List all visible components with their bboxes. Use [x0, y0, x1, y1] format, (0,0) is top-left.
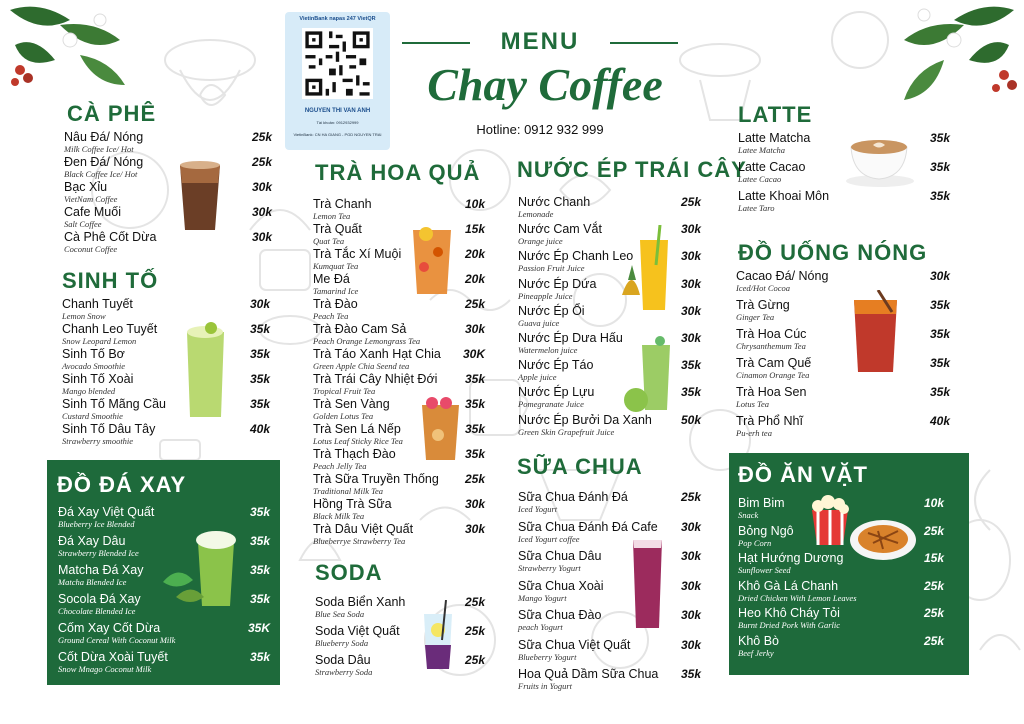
section-title-do-an-vat: ĐỒ ĂN VẶT	[738, 462, 868, 487]
item-name: Trà Thạch Đào	[313, 447, 396, 461]
item-price: 30k	[464, 522, 485, 536]
item-price: 35k	[929, 356, 950, 370]
item-price: 25k	[680, 490, 701, 504]
item-price: 25k	[464, 297, 485, 311]
item-price: 25k	[464, 653, 485, 667]
item-description: Peach Jelly Tea	[313, 461, 367, 471]
item-name: Hồng Trà Sữa	[313, 497, 392, 511]
menu-item	[315, 624, 485, 648]
item-description: Milk Coffee Ice/ Hot	[64, 144, 134, 154]
menu-item	[313, 297, 485, 321]
section-title-ca-phe: CÀ PHÊ	[67, 101, 157, 126]
item-name: Sinh Tố Dâu Tây	[62, 422, 156, 436]
item-name: Trà Chanh	[313, 197, 372, 211]
menu-item	[518, 490, 701, 514]
item-price: 30k	[680, 249, 701, 264]
section-title-do-da-xay: ĐỒ ĐÁ XAY	[57, 472, 187, 497]
item-price: 30k	[680, 303, 701, 318]
item-name: Sinh Tố Mãng Cầu	[62, 397, 166, 411]
item-name: Trà Quất	[313, 222, 362, 236]
menu-item	[313, 522, 485, 546]
item-description: Latee Matcha	[738, 145, 785, 155]
menu-item	[58, 621, 270, 645]
item-price: 35k	[464, 447, 485, 461]
item-description: Lemon Tea	[313, 211, 351, 221]
section-title-do-uong-nong: ĐỒ UỐNG NÓNG	[738, 240, 928, 265]
menu-item	[313, 222, 485, 246]
section-title-latte: LATTE	[738, 102, 813, 127]
item-name: Sinh Tố Bơ	[62, 347, 125, 361]
qr-payment-card	[285, 12, 390, 150]
menu-item	[58, 534, 270, 558]
menu-item	[738, 189, 950, 213]
menu-item	[62, 297, 270, 321]
item-price: 35k	[249, 534, 270, 548]
item-description: Strawberry Blended Ice	[58, 548, 139, 558]
item-description: Peach Tea	[313, 311, 349, 321]
item-name: Nước Chanh	[518, 195, 591, 209]
item-description: Latee Taro	[738, 203, 775, 213]
menu-item	[313, 472, 485, 496]
item-description: Pineapple Juice	[518, 290, 573, 301]
item-price: 10k	[464, 197, 485, 211]
menu-item	[313, 422, 485, 446]
item-name: Chanh Tuyết	[62, 297, 133, 311]
item-name: Hạt Hướng Dương	[738, 551, 844, 565]
menu-item	[62, 422, 270, 446]
menu-item	[518, 304, 701, 328]
item-price: 25k	[464, 595, 485, 609]
item-price: 25k	[251, 130, 272, 144]
item-description: Black Milk Tea	[313, 511, 365, 521]
item-price: 15k	[923, 551, 944, 565]
item-description: Watermelon juice	[518, 345, 578, 355]
item-description: Golden Lotus Tea	[313, 411, 374, 421]
item-description: Sunflower Seed	[738, 565, 791, 575]
menu-item	[518, 249, 701, 273]
item-description: Chocolate Blended Ice	[58, 606, 136, 616]
item-description: Blueberrye Strawberry Tea	[313, 536, 406, 546]
item-description: peach Yogurt	[518, 622, 563, 632]
item-name: Trà Đào	[313, 297, 358, 311]
menu-item	[738, 160, 950, 184]
menu-item	[518, 608, 701, 632]
item-description: Passion Fruit Juice	[518, 263, 585, 274]
menu-item	[313, 347, 485, 371]
menu-item	[62, 397, 270, 421]
item-name: Bỏng Ngô	[738, 523, 794, 538]
item-name: Cốm Xay Cốt Dừa	[58, 621, 161, 635]
item-name: Chanh Leo Tuyết	[62, 322, 158, 336]
menu-item	[518, 195, 701, 219]
item-name: Nước Ép Táo	[518, 358, 594, 373]
item-price: 15k	[464, 222, 485, 236]
item-price: 35k	[680, 667, 701, 681]
item-name: Sữa Chua Đánh Đá	[518, 490, 628, 504]
item-name: Latte Khoai Môn	[738, 189, 830, 203]
item-description: Tamarind Ice	[313, 286, 359, 296]
item-price: 35k	[464, 397, 485, 411]
item-name: Bim Bim	[738, 496, 785, 510]
item-price: 35k	[249, 592, 270, 606]
item-name: Soda Dâu	[315, 653, 371, 667]
item-description: Iced/Hot Cocoa	[736, 283, 791, 293]
item-description: Iced Yogurt coffee	[518, 533, 580, 544]
item-price: 35k	[249, 397, 270, 411]
menu-item	[738, 634, 944, 658]
menu-item	[736, 269, 950, 293]
menu-item	[313, 197, 485, 221]
item-name: Nước Ép Lựu	[518, 385, 595, 400]
item-price: 30k	[680, 578, 701, 593]
menu-item	[313, 372, 485, 396]
item-name: Hoa Quả Dầm Sữa Chua	[518, 667, 659, 681]
menu-item	[738, 579, 944, 603]
item-name: Cốt Dừa Xoài Tuyết	[58, 650, 168, 664]
menu-item	[738, 606, 944, 630]
menu-item	[313, 397, 485, 421]
menu-item	[518, 667, 701, 691]
item-description: Strawberry Yogurt	[518, 563, 581, 573]
item-name: Sữa Chua Đào	[518, 608, 602, 622]
item-name: Trà Phổ Nhĩ	[736, 414, 803, 428]
menu-rule-left	[402, 42, 470, 44]
item-price: 35k	[680, 385, 701, 400]
coffee-leaves-left-decoration	[0, 0, 140, 95]
item-name: Đá Xay Dâu	[58, 534, 126, 548]
menu-item	[518, 358, 701, 382]
item-name: Trà Sữa Truyền Thống	[313, 472, 439, 486]
item-price: 25k	[251, 155, 272, 169]
item-name: Khô Gà Lá Chanh	[738, 578, 839, 593]
hotline: Hotline: 0912 932 999	[476, 122, 604, 137]
item-name: Cacao Đá/ Nóng	[736, 269, 829, 283]
item-name: Trà Dâu Việt Quất	[313, 522, 414, 536]
item-price: 20k	[464, 247, 485, 261]
item-description: Pop Corn	[738, 537, 772, 548]
brand-title: Chay Coffee	[427, 59, 663, 110]
item-name: Nước Ép Dưa Hấu	[518, 331, 623, 345]
item-description: Guava juice	[518, 317, 560, 328]
item-name: Sinh Tố Xoài	[62, 372, 134, 386]
bank-branch: VietinBank: CN HA GIANG - PGD NGUYEN TRAI	[293, 132, 382, 137]
item-price: 30k	[680, 608, 701, 622]
item-price: 30k	[680, 519, 701, 534]
menu-item	[736, 414, 950, 438]
item-name: Socola Đá Xay	[58, 592, 141, 606]
menu-item	[62, 322, 270, 346]
item-description: Peach Orange Lemongrass Tea	[313, 336, 421, 346]
item-price: 35k	[249, 563, 270, 577]
menu-item	[313, 447, 485, 471]
item-name: Sữa Chua Dâu	[518, 549, 602, 563]
menu-item	[64, 130, 272, 154]
item-price: 35k	[249, 372, 270, 386]
item-description: Pu-erh tea	[736, 428, 772, 438]
item-price: 35k	[464, 422, 485, 436]
menu-item	[518, 638, 701, 662]
item-description: Matcha Blended Ice	[58, 577, 127, 587]
menu-item	[64, 230, 272, 254]
item-price: 30k	[680, 331, 701, 345]
item-description: Coconut Coffee	[64, 244, 118, 254]
item-price: 35k	[929, 327, 950, 341]
item-price: 35k	[249, 505, 270, 519]
item-description: Lemonade	[518, 209, 554, 219]
item-name: Cà Phê Cốt Dừa	[64, 230, 157, 244]
item-name: Trà Sen Vàng	[313, 397, 390, 411]
item-name: Trà Trái Cây Nhiệt Đới	[313, 372, 438, 386]
menu-item	[736, 385, 950, 409]
item-price: 25k	[923, 523, 944, 538]
menu-item	[518, 277, 701, 301]
menu-label: MENU	[500, 28, 580, 55]
menu-item	[315, 653, 485, 677]
item-price: 35k	[249, 322, 270, 336]
item-name: Trà Sen Lá Nếp	[313, 422, 401, 436]
item-name: Trà Gừng	[736, 298, 790, 312]
item-name: Trà Tắc Xí Muội	[313, 247, 402, 261]
item-description: Traditional Milk Tea	[313, 486, 384, 496]
item-description: Tropical Fruit Tea	[313, 386, 376, 396]
item-description: Green Apple Chia Seend tea	[313, 361, 410, 371]
item-description: Burnt Dried Pork With Garlic	[738, 620, 840, 630]
item-price: 25k	[680, 195, 701, 209]
item-price: 20k	[464, 272, 485, 286]
item-description: Blueberry Yogurt	[518, 651, 577, 662]
item-description: Avocado Smoothie	[62, 361, 126, 371]
item-name: Khô Bò	[738, 633, 780, 648]
menu-item	[58, 650, 270, 674]
item-name: Nước Cam Vắt	[518, 222, 602, 237]
item-name: Latte Matcha	[738, 131, 811, 145]
item-description: Snow Leopard Lemon	[62, 336, 137, 346]
qr-code-icon	[302, 28, 373, 99]
menu-item	[313, 497, 485, 521]
item-description: Salt Coffee	[64, 219, 102, 229]
item-description: Mango blended	[62, 386, 116, 396]
item-description: VietNam Coffee	[64, 194, 118, 204]
account-number: Tài khoản: 0912932999	[316, 120, 359, 125]
item-price: 35k	[929, 160, 950, 174]
menu-item	[518, 520, 701, 544]
item-description: Latee Cacao	[738, 174, 782, 184]
item-name: Bạc Xỉu	[64, 180, 108, 194]
item-description: Iced Yogurt	[518, 504, 558, 514]
item-price: 30k	[680, 637, 701, 652]
menu-item	[58, 592, 270, 616]
item-description: Snack	[738, 510, 759, 520]
menu-item	[58, 505, 270, 529]
item-name: Sữa Chua Đánh Đá Cafe	[518, 519, 658, 534]
item-description: Black Coffee Ice/ Hot	[64, 169, 138, 179]
item-name: Nước Ép Dứa	[518, 276, 597, 291]
item-name: Nước Ép Ổi	[518, 303, 585, 318]
item-price: 35k	[249, 650, 270, 664]
item-description: Blueberry Ice Blended	[58, 519, 135, 529]
menu-item	[518, 549, 701, 573]
menu-item	[738, 496, 944, 520]
item-name: Đen Đá/ Nóng	[64, 155, 144, 169]
item-name: Cafe Muối	[64, 205, 121, 219]
menu-item	[738, 551, 944, 575]
item-price: 30k	[464, 322, 485, 336]
menu-item	[518, 413, 701, 437]
item-description: Quat Tea	[313, 236, 345, 246]
menu-item	[736, 298, 950, 322]
menu-item	[313, 322, 485, 346]
menu-item	[738, 524, 944, 548]
menu-item	[738, 131, 950, 155]
item-description: Custard Smoothie	[62, 411, 123, 421]
item-price: 35k	[929, 189, 950, 203]
section-title-sua-chua: SỮA CHUA	[517, 454, 643, 479]
menu-item	[518, 222, 701, 246]
item-price: 25k	[923, 606, 944, 620]
item-price: 10k	[923, 496, 944, 510]
item-description: Lemon Snow	[62, 311, 106, 321]
item-name: Heo Khô Cháy Tỏi	[738, 606, 840, 620]
item-name: Me Đá	[313, 272, 350, 286]
item-price: 35k	[929, 298, 950, 312]
item-name: Sữa Chua Việt Quất	[518, 637, 631, 652]
item-description: Lotus Leaf Sticky Rice Tea	[313, 436, 403, 446]
menu-item	[518, 331, 701, 355]
item-name: Trà Hoa Sen	[736, 385, 807, 399]
item-name: Đá Xay Việt Quất	[58, 505, 155, 519]
item-price: 30k	[680, 276, 701, 291]
item-price: 25k	[464, 624, 485, 638]
item-description: Apple juice	[518, 372, 557, 383]
item-price: 30k	[680, 222, 701, 237]
item-price: 40k	[929, 414, 950, 428]
item-description: Mango Yogurt	[518, 592, 567, 603]
item-description: Ginger Tea	[736, 312, 775, 322]
item-price: 40k	[249, 422, 270, 436]
item-price: 35k	[680, 358, 701, 373]
item-name: Soda Biển Xanh	[315, 595, 406, 609]
item-description: Snow Mnago Coconut Milk	[58, 664, 152, 674]
item-name: Nước Ép Bưởi Da Xanh	[518, 412, 652, 427]
item-price: 25k	[923, 578, 944, 593]
item-name: Nước Ép Chanh Leo	[518, 249, 634, 264]
item-price: 35k	[929, 131, 950, 145]
item-price: 50k	[680, 412, 701, 427]
section-title-nuoc-ep: NƯỚC ÉP TRÁI CÂY	[517, 157, 747, 182]
item-price: 30k	[680, 549, 701, 563]
item-name: Trà Đào Cam Sả	[313, 322, 407, 336]
menu-item	[62, 347, 270, 371]
item-price: 35k	[929, 385, 950, 399]
item-description: Orange juice	[518, 236, 563, 247]
item-description: Lotus Tea	[736, 399, 769, 409]
menu-item	[64, 205, 272, 229]
item-price: 30k	[464, 497, 485, 511]
item-description: Beef Jerky	[738, 647, 774, 658]
item-name: Trà Táo Xanh Hạt Chia	[313, 347, 441, 361]
item-name: Matcha Đá Xay	[58, 563, 144, 577]
section-title-sinh-to: SINH TỐ	[62, 268, 159, 293]
menu-item	[736, 356, 950, 380]
item-description: Dried Chicken With Lemon Leaves	[738, 592, 857, 603]
section-title-soda: SODA	[315, 560, 383, 585]
item-name: Trà Cam Quế	[736, 356, 812, 370]
item-name: Nâu Đá/ Nóng	[64, 130, 144, 144]
menu-item	[518, 385, 701, 409]
item-name: Sữa Chua Xoài	[518, 578, 604, 593]
menu-item	[64, 180, 272, 204]
bank-logos: VietinBank napas 247 VietQR	[299, 16, 376, 22]
menu-item	[313, 272, 485, 296]
item-price: 35k	[249, 347, 270, 361]
coffee-leaves-right-decoration	[884, 0, 1024, 110]
section-title-tra-hoa-qua: TRÀ HOA QUẢ	[315, 160, 481, 185]
menu-item	[736, 327, 950, 351]
item-price: 30k	[251, 230, 272, 244]
item-price: 35K	[247, 621, 270, 635]
item-price: 30k	[929, 269, 950, 283]
item-price: 30k	[251, 180, 272, 194]
item-description: Chrysanthemum Tea	[736, 341, 806, 351]
menu-item	[62, 372, 270, 396]
menu-item	[518, 579, 701, 603]
item-price: 30k	[251, 205, 272, 219]
item-name: Trà Hoa Cúc	[736, 327, 807, 341]
menu-item	[64, 155, 272, 179]
menu-item	[315, 595, 485, 619]
item-price: 35k	[464, 372, 485, 386]
item-price: 30K	[462, 347, 485, 361]
menu-item	[58, 563, 270, 587]
item-description: Fruits in Yogurt	[518, 681, 573, 691]
item-description: Pomegranate Juice	[518, 399, 584, 410]
item-description: Green Skin Grapefruit Juice	[518, 426, 615, 437]
item-price: 30k	[249, 297, 270, 311]
item-description: Kumquat Tea	[313, 261, 359, 271]
item-name: Soda Việt Quất	[315, 624, 400, 638]
account-owner-name: NGUYEN THI VAN ANH	[304, 108, 371, 114]
item-description: Strawberry smoothie	[62, 436, 134, 446]
item-price: 25k	[464, 472, 485, 486]
item-description: Blueberry Soda	[315, 638, 369, 648]
item-price: 25k	[923, 633, 944, 648]
item-description: Ground Cereal With Coconut Milk	[58, 635, 176, 645]
item-name: Latte Cacao	[738, 160, 806, 174]
item-description: Blue Sea Soda	[315, 609, 365, 619]
item-description: Cinamon Orange Tea	[736, 370, 810, 380]
item-description: Strawberry Soda	[315, 667, 373, 677]
menu-rule-right	[610, 42, 678, 44]
menu-item	[313, 247, 485, 271]
